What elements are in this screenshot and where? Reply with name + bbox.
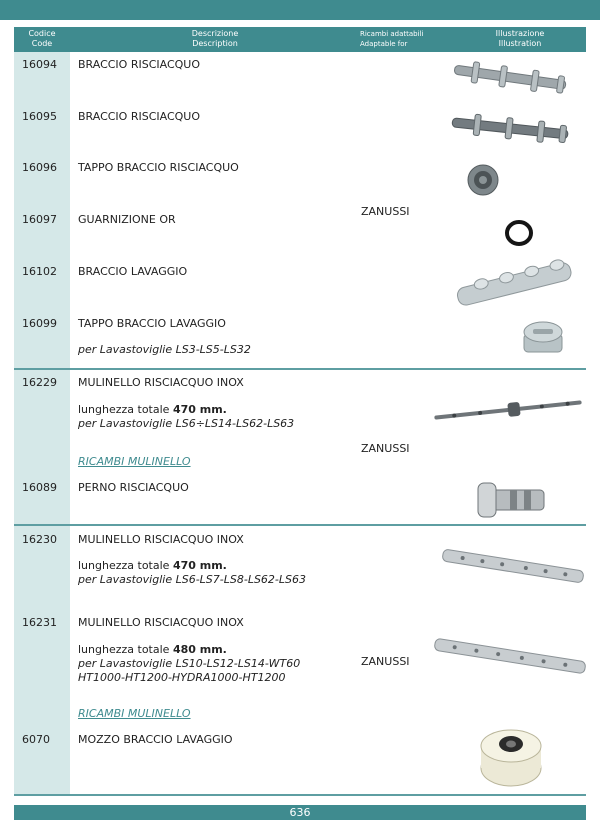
rinse-pin-image bbox=[470, 478, 550, 520]
wash-arm-image bbox=[452, 258, 576, 308]
table-header bbox=[14, 27, 586, 52]
stainless-rinse-arm-image bbox=[432, 636, 588, 676]
item-code: 16102 bbox=[22, 265, 57, 278]
brand-label: ZANUSSI bbox=[361, 655, 410, 668]
item-code: 16094 bbox=[22, 58, 57, 71]
header-description: Descrizione Description bbox=[191, 29, 239, 48]
length-spec: lunghezza totale 480 mm. bbox=[78, 643, 227, 656]
item-description: BRACCIO RISCIACQUO bbox=[78, 110, 201, 123]
compatibility-note: per Lavastoviglie LS6-LS7-LS8-LS62-LS63 bbox=[78, 573, 307, 586]
o-ring-image bbox=[504, 219, 534, 247]
section-divider bbox=[14, 524, 586, 526]
item-code: 16095 bbox=[22, 110, 57, 123]
rinse-arm-image bbox=[448, 58, 574, 98]
item-description: GUARNIZIONE OR bbox=[78, 213, 176, 226]
page-number-bar bbox=[14, 805, 586, 820]
top-banner bbox=[0, 0, 600, 20]
length-spec: lunghezza totale 470 mm. bbox=[78, 559, 227, 572]
item-code: 16089 bbox=[22, 481, 57, 494]
compatibility-note: per Lavastoviglie LS6÷LS14-LS62-LS63 bbox=[78, 417, 295, 430]
rinse-arm-image bbox=[448, 110, 574, 148]
wash-arm-hub-image bbox=[476, 724, 546, 790]
wash-arm-cap-image bbox=[520, 318, 566, 358]
item-code: 16096 bbox=[22, 161, 57, 174]
brand-label: ZANUSSI bbox=[361, 442, 410, 455]
item-code: 16097 bbox=[22, 213, 57, 226]
length-spec: lunghezza totale 470 mm. bbox=[78, 403, 227, 416]
header-adaptable: Ricambi adattabili Adaptable for bbox=[360, 30, 424, 48]
compatibility-note: per Lavastoviglie LS3-LS5-LS32 bbox=[78, 343, 251, 356]
stainless-rinse-arm-image bbox=[440, 546, 586, 586]
item-code: 6070 bbox=[22, 733, 50, 746]
item-description: BRACCIO LAVAGGIO bbox=[78, 265, 188, 278]
brand-label: ZANUSSI bbox=[361, 205, 410, 218]
item-code: 16099 bbox=[22, 317, 57, 330]
item-description: BRACCIO RISCIACQUO bbox=[78, 58, 201, 71]
item-description: MOZZO BRACCIO LAVAGGIO bbox=[78, 733, 233, 746]
page-number: 636 bbox=[289, 806, 311, 819]
item-description: TAPPO BRACCIO RISCIACQUO bbox=[78, 161, 239, 174]
item-description: MULINELLO RISCIACQUO INOX bbox=[78, 533, 244, 546]
item-description: MULINELLO RISCIACQUO INOX bbox=[78, 616, 244, 629]
item-description: PERNO RISCIACQUO bbox=[78, 481, 189, 494]
item-code: 16231 bbox=[22, 616, 57, 629]
rinse-arm-cap-image bbox=[466, 163, 500, 197]
section-divider bbox=[14, 368, 586, 370]
item-code: 16230 bbox=[22, 533, 57, 546]
compatibility-note: HT1000-HT1200-HYDRA1000-HT1200 bbox=[78, 671, 286, 684]
section-divider bbox=[14, 794, 586, 796]
item-code: 16229 bbox=[22, 376, 57, 389]
spare-parts-link[interactable]: RICAMBI MULINELLO bbox=[78, 455, 191, 468]
header-illustration: Illustrazione Illustration bbox=[495, 29, 545, 48]
compatibility-note: per Lavastoviglie LS10-LS12-LS14-WT60 bbox=[78, 657, 301, 670]
stainless-rinse-arm-image bbox=[432, 395, 584, 425]
header-code: Codice Code bbox=[28, 29, 56, 48]
item-description: TAPPO BRACCIO LAVAGGIO bbox=[78, 317, 226, 330]
item-description: MULINELLO RISCIACQUO INOX bbox=[78, 376, 244, 389]
spare-parts-link[interactable]: RICAMBI MULINELLO bbox=[78, 707, 191, 720]
